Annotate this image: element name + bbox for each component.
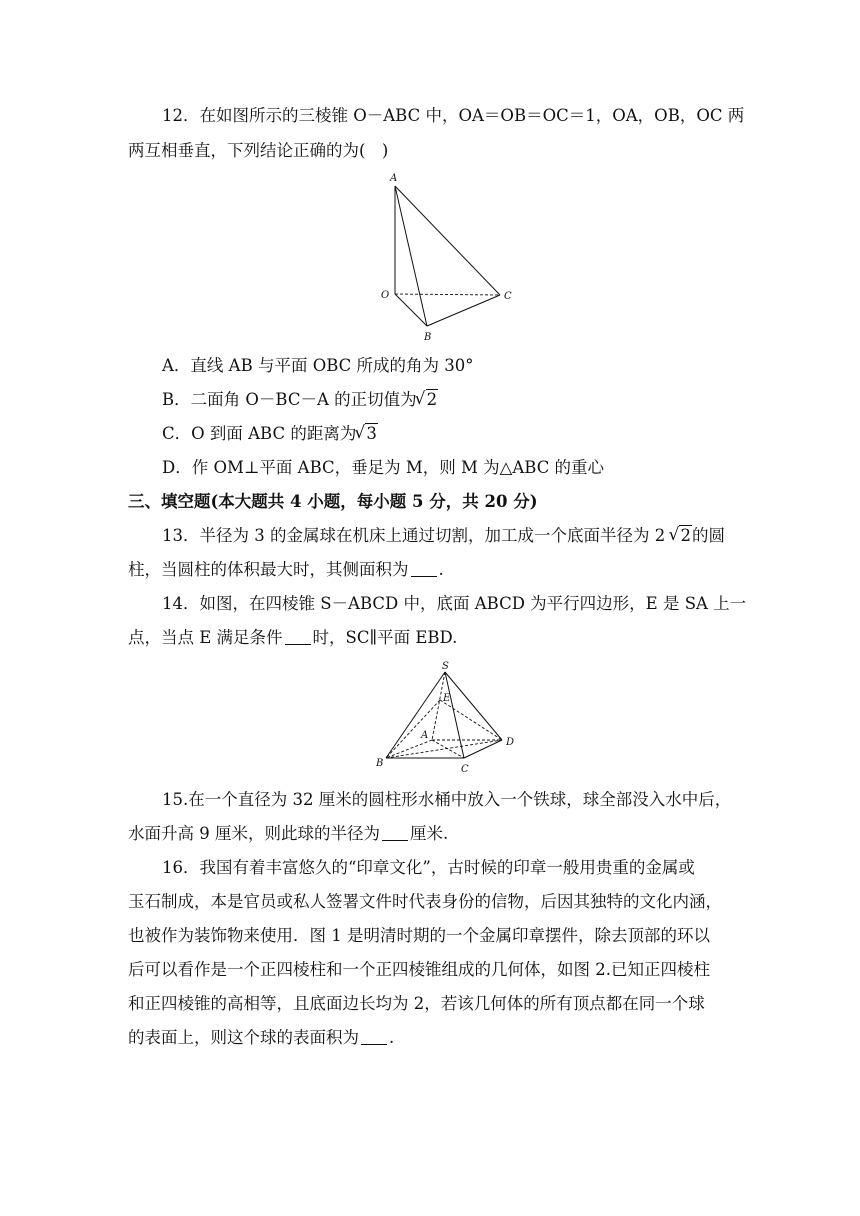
q12-option-b: B．二面角 O－BC－A 的正切值为√ 2 xyxy=(162,388,438,412)
q16-line-4: 后可以看作是一个正四棱柱和一个正四棱锥组成的几何体，如图 2.已知正四棱柱 xyxy=(128,960,710,979)
vertex-label-b: B xyxy=(376,758,384,769)
q14-line-1: 14．如图，在四棱锥 S－ABCD 中，底面 ABCD 为平行四边形，E 是 SA 上一 xyxy=(162,594,747,613)
vertex-label-a: A xyxy=(421,730,429,741)
diag-ac-hidden xyxy=(432,740,464,758)
edge-sc xyxy=(445,672,464,758)
q13-line-2: 柱，当圆柱的体积最大时，其侧面积为 . xyxy=(128,560,444,579)
edge-cd xyxy=(464,740,502,758)
vertex-label-s: S xyxy=(442,661,449,672)
q16-line-2: 玉石制成，本是官员或私人签署文件时代表身份的信物，后因其独特的文化内涵， xyxy=(128,892,722,911)
q16-line-5: 和正四棱锥的高相等，且底面边长均为 2，若该几何体的所有顶点都在同一个球 xyxy=(128,994,705,1013)
edge-ab xyxy=(395,186,427,326)
q12-option-a: A．直线 AB 与平面 OBC 所成的角为 30° xyxy=(162,356,474,375)
q16-line-6: 的表面上，则这个球的表面积为 . xyxy=(128,1028,395,1047)
edge-ed-hidden xyxy=(440,700,502,740)
vertex-label-d: D xyxy=(506,737,515,748)
answer-blank xyxy=(285,628,311,645)
edge-eb-hidden xyxy=(386,700,440,758)
edge-bc xyxy=(427,295,500,326)
answer-blank xyxy=(361,1028,387,1045)
q15-line-2: 水面升高 9 厘米，则此球的半径为 厘米. xyxy=(128,824,449,843)
section-3-heading: 三、填空题(本大题共 4 小题，每小题 5 分，共 20 分) xyxy=(128,492,538,511)
edge-sd xyxy=(445,672,502,740)
vertex-label-b: B xyxy=(424,332,432,343)
q13-line-1: 13．半径为 3 的金属球在机床上通过切割，加工成一个底面半径为 2 √ 2的圆 xyxy=(162,524,725,548)
sqrt-symbol: √ 2 xyxy=(670,524,692,548)
q12-option-d: D．作 OM⊥平面 ABC，垂足为 M，则 M 为△ABC 的重心 xyxy=(162,458,605,477)
answer-blank xyxy=(411,560,437,577)
edge-ac xyxy=(395,186,500,295)
answer-blank xyxy=(382,824,408,841)
vertex-label-e: E xyxy=(443,693,451,704)
edge-ob xyxy=(395,294,427,326)
q15-line-1: 15.在一个直径为 32 厘米的圆柱形水桶中放入一个铁球，球全部没入水中后， xyxy=(162,790,732,809)
vertex-label-c: C xyxy=(461,764,469,775)
vertex-label-o: O xyxy=(381,290,390,301)
q12-line-2: 两互相垂直，下列结论正确的为( ) xyxy=(128,141,389,160)
pyramid-figure xyxy=(372,658,522,780)
edge-ab-hidden xyxy=(386,740,432,758)
q12-line-1: 12．在如图所示的三棱锥 O－ABC 中，OA＝OB＝OC＝1，OA，OB，OC 两 xyxy=(162,106,745,125)
q14-line-2: 点，当点 E 满足条件 时，SC∥平面 EBD. xyxy=(128,628,458,647)
q16-line-3: 也被作为装饰物来使用．图 1 是明清时期的一个金属印章摆件，除去顶部的环以 xyxy=(128,926,710,945)
vertex-label-a: A xyxy=(390,173,398,184)
diag-bd-hidden xyxy=(386,740,502,758)
q12-option-c: C．O 到面 ABC 的距离为√ 3 xyxy=(162,422,378,446)
tetrahedron-figure xyxy=(375,168,525,346)
vertex-label-c: C xyxy=(504,291,512,302)
edge-oc-hidden xyxy=(395,294,500,295)
sqrt-symbol: √ 3 xyxy=(356,422,378,446)
q16-line-1: 16．我国有着丰富悠久的“印章文化”，古时候的印章一般用贵重的金属或 xyxy=(162,858,695,877)
edge-sb xyxy=(386,672,445,758)
sqrt-symbol: √ 2 xyxy=(417,388,439,412)
